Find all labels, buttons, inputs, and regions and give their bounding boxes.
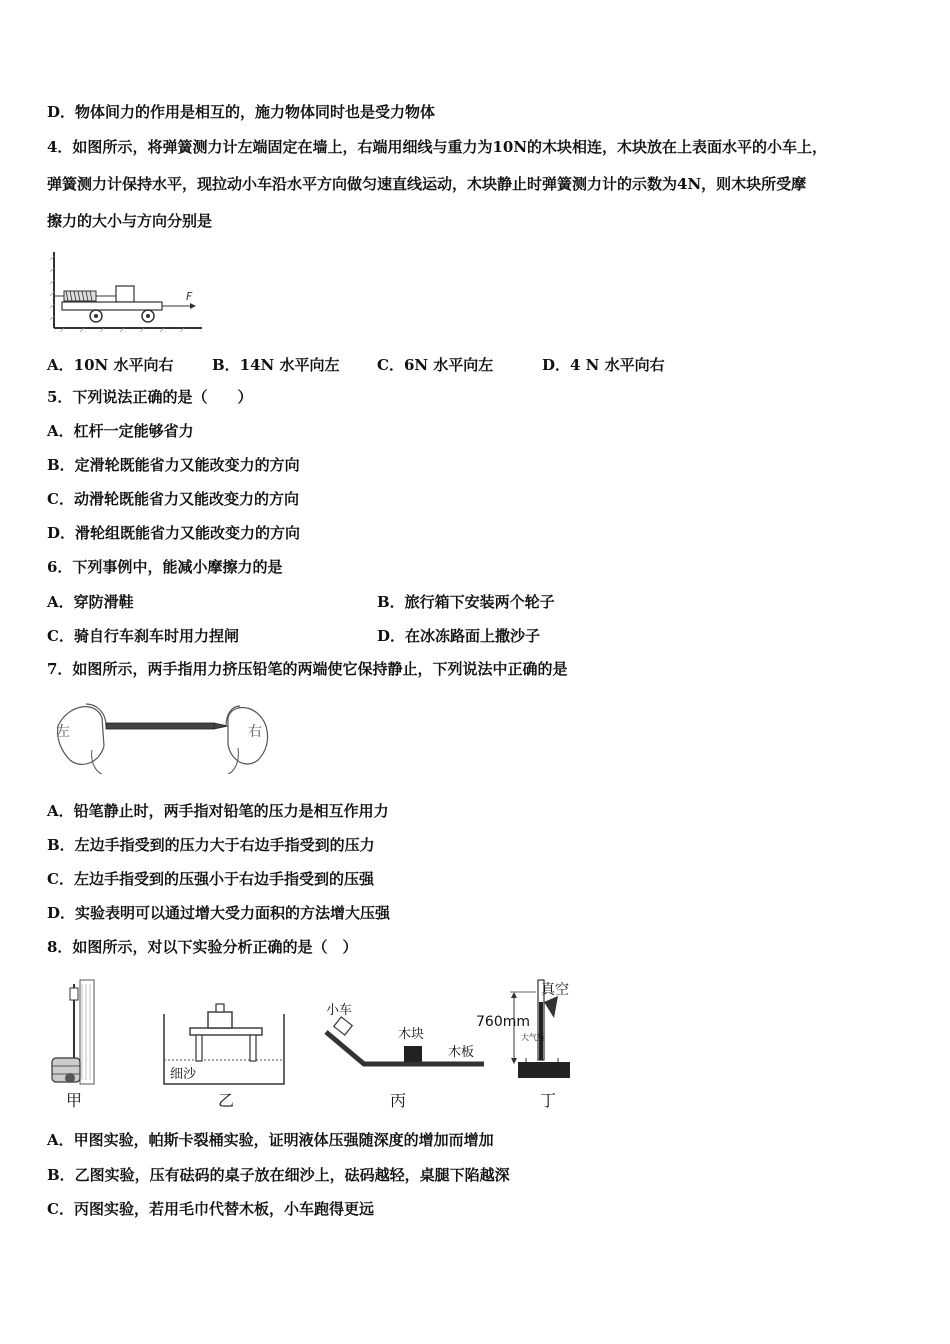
q8-fig-bing-cart-label: 小车 [326,1003,353,1018]
q4-option-b: B．14N 水平向左 [212,356,340,374]
q8-fig-yi-sand-label: 细沙 [170,1067,197,1082]
q4-stem-line1: 4．如图所示，将弹簧测力计左端固定在墙上，右端用细线与重力为10N的木块相连，木块放在上表面水平的小车上， [47,138,828,156]
q3-option-d: D．物体间力的作用是相互的，施力物体同时也是受力物体 [47,103,436,121]
q8-caption-jia: 甲 [65,1091,83,1110]
q5-stem: 5．下列说法正确的是（ ） [47,388,253,406]
q8-fig-bing [326,1003,484,1110]
q8-fig-jia [52,980,94,1110]
q4-stem-line3: 擦力的大小与方向分别是 [47,212,213,230]
q6-option-b: B．旅行箱下安装两个轮子 [377,593,555,611]
q5-option-a: A．杠杆一定能够省力 [47,422,194,440]
q7-option-a: A．铅笔静止时，两手指对铅笔的压力是相互作用力 [47,802,389,820]
q4-stem-line2: 弹簧测力计保持水平，现拉动小车沿水平方向做匀速直线运动，木块静止时弹簧测力计的示数为4N，则木块所受摩 [47,175,807,193]
q8-option-c: C．丙图实验，若用毛巾代替木板，小车跑得更远 [47,1200,374,1218]
q8-caption-ding: 丁 [539,1091,557,1110]
q7-figure-left-label: 左 [56,724,70,740]
q5-option-c: C．动滑轮既能省力又能改变力的方向 [47,490,299,508]
q5-option-b: B．定滑轮既能省力又能改变力的方向 [47,456,300,474]
q6-stem: 6．下列事例中，能减小摩擦力的是 [47,558,283,576]
q7-stem: 7．如图所示，两手指用力挤压铅笔的两端使它保持静止，下列说法中正确的是 [47,660,568,678]
q8-fig-bing-board-label: 木板 [448,1045,475,1060]
q8-fig-yi [164,1004,284,1110]
q7-pencil-fingers-figure [52,696,274,774]
q7-option-b: B．左边手指受到的压力大于右边手指受到的压力 [47,836,375,854]
q6-option-d: D．在冰冻路面上撒沙子 [377,627,541,645]
q4-option-d: D．4 N 水平向右 [542,356,665,374]
q7-option-d: D．实验表明可以通过增大受力面积的方法增大压强 [47,904,391,922]
q8-option-a: A．甲图实验，帕斯卡裂桶实验，证明液体压强随深度的增加而增加 [47,1131,494,1149]
q8-experiments-figure [44,974,584,1114]
q8-caption-yi: 乙 [217,1091,235,1110]
q8-option-b: B．乙图实验，压有砝码的桌子放在细沙上，砝码越轻，桌腿下陷越深 [47,1166,510,1184]
q8-fig-bing-block-label: 木块 [398,1027,425,1042]
q7-figure-right-label: 右 [248,724,262,740]
q7-option-c: C．左边手指受到的压强小于右边手指受到的压强 [47,870,374,888]
q4-figure-f-label: F [186,290,193,303]
q8-fig-ding-vacuum-label: 真空 [541,982,569,998]
q6-option-c: C．骑自行车刹车时用力捏闸 [47,627,239,645]
q8-caption-bing: 丙 [389,1091,407,1110]
q5-option-d: D．滑轮组既能省力又能改变力的方向 [47,524,301,542]
q4-option-a: A．10N 水平向右 [47,356,174,374]
q8-fig-ding-height-label: 760mm [476,1014,530,1030]
q4-spring-scale-cart-figure [50,250,210,334]
q4-option-c: C．6N 水平向左 [377,356,494,374]
q8-fig-ding [476,980,570,1110]
q6-option-a: A．穿防滑鞋 [47,593,134,611]
q8-stem: 8．如图所示，对以下实验分析正确的是（ ） [47,938,358,956]
q8-fig-ding-pressure-label: 大气压 [521,1033,545,1042]
